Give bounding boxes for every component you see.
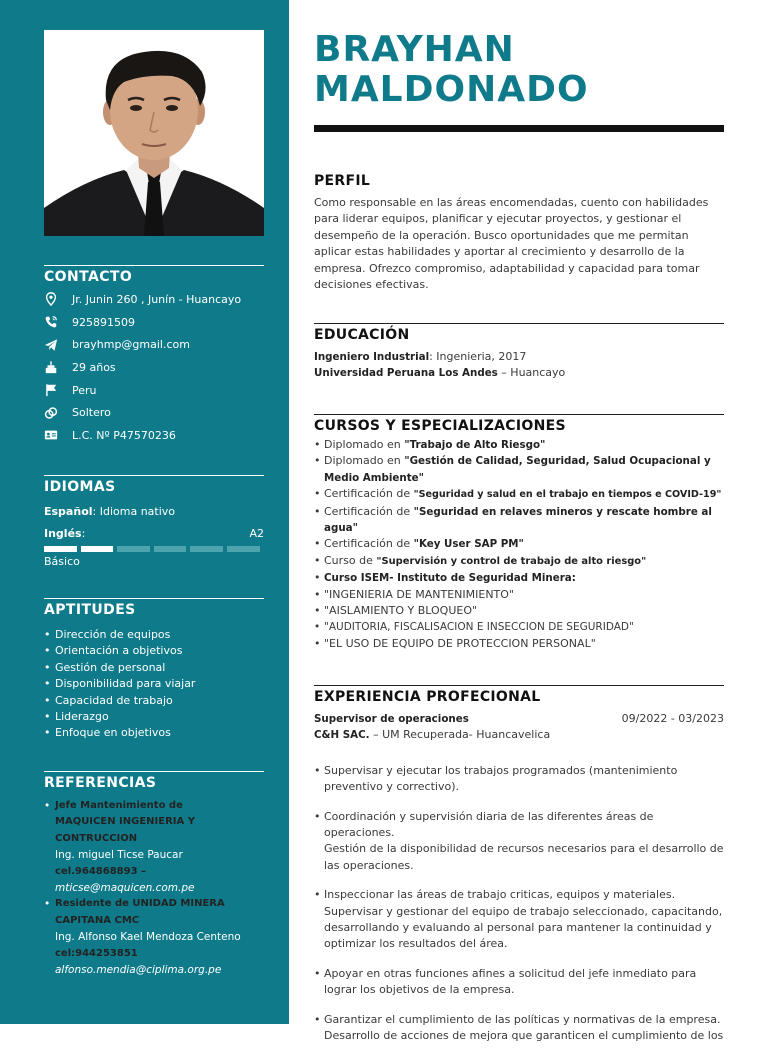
education-degree — [314, 349, 724, 365]
profile-text: Como responsable en las áreas encomendadas, cuento con habilidades para liderar equipos, planificar y ejecutar proyectos, y gestionar el desempeño de la operación. Busco oportunidades que me permitan aplicar estas habilidades y aportar al crecimiento y desarrollo de la empresa. Ofrezco compromiso, adaptabilidad y capacidad para tomar decisiones efectivas. — [314, 196, 709, 292]
course-name: Curso ISEM- Instituto de Seguridad Minera: — [324, 572, 576, 585]
contact-age-text: 29 años — [72, 360, 116, 374]
divider — [44, 771, 264, 772]
course-name: "Seguridad y salud en el trabajo en tiempos e COVID-19" — [413, 489, 722, 501]
references-list — [44, 798, 241, 978]
job-dates: 09/2022 - 03/2023 — [621, 712, 724, 725]
courses-title: CURSOS Y ESPECIALIZACIONES — [314, 418, 566, 434]
language-spanish — [44, 504, 264, 520]
list-item: • Enfoque en objetivos — [44, 725, 264, 741]
reference-name: Ing. miguel Ticse Paucar — [55, 849, 183, 862]
name-underline — [314, 125, 724, 132]
skills-title: APTITUDES — [44, 602, 136, 618]
course-prefix: Certificación de — [324, 504, 414, 518]
english-level-text: Básico — [44, 555, 80, 568]
contact-age — [44, 356, 264, 379]
profile-section — [314, 170, 724, 293]
list-item: • Garantizar el cumplimiento de las políticas y normativas de la empresa. Desarrollo de acciones de mejora que garanticen el cumplimiento de los — [314, 1012, 724, 1045]
course-prefix: Certificación de — [324, 537, 414, 551]
contact-country — [44, 379, 264, 402]
company-detail: – UM Recuperada- Huancavelica — [369, 728, 551, 742]
contact-section — [44, 265, 264, 447]
list-item: • Apoyar en otras funciones afines a solicitud del jefe inmediato para lograr los objetivos de la empresa. — [314, 966, 724, 999]
contact-license — [44, 424, 264, 447]
divider — [44, 265, 264, 266]
level-segment — [81, 546, 114, 552]
job-company — [314, 727, 724, 743]
list-item — [314, 437, 724, 453]
course-name: "Key User SAP PM" — [413, 538, 524, 551]
list-item: • Supervisar y ejecutar los trabajos programados (mantenimiento preventivo y correctivo). — [314, 763, 724, 796]
contact-phone-text: 925891509 — [72, 315, 135, 329]
contact-status-text: Soltero — [72, 406, 111, 420]
list-item: • Liderazgo — [44, 709, 264, 725]
divider — [314, 685, 724, 686]
divider — [314, 323, 724, 324]
contact-status — [44, 401, 264, 424]
list-item — [314, 553, 724, 570]
name-line-1: BRAYHAN — [314, 29, 515, 70]
reference-role: • Jefe Mantenimiento de MAQUICEN INGENIERIA Y CONTRUCCION — [55, 800, 195, 844]
education-title: EDUCACIÓN — [314, 327, 410, 343]
reference-phone: cel:944253851 — [55, 947, 138, 959]
divider — [314, 414, 724, 415]
job-header — [314, 711, 724, 727]
name-line-2: MALDONADO — [314, 69, 589, 110]
list-item: • Orientación a objetivos — [44, 643, 264, 659]
english-level-bar — [44, 546, 264, 552]
list-item: • Disponibilidad para viajar — [44, 676, 264, 692]
english-colon: : — [81, 527, 86, 540]
contact-license-text: L.C. Nº P47570236 — [72, 428, 176, 442]
spanish-level: : Idioma nativo — [92, 505, 176, 518]
course-prefix: Certificación de — [324, 487, 414, 501]
course-name: "Trabajo de Alto Riesgo" — [404, 439, 546, 451]
list-item — [314, 486, 724, 503]
age-icon — [44, 360, 72, 374]
education-school — [314, 365, 724, 381]
degree-detail: : Ingenieria, 2017 — [429, 350, 527, 363]
list-item: • "AUDITORIA, FISCALISACION E INSECCION DE SEGURIDAD" — [314, 619, 724, 635]
course-prefix: Diplomado en — [324, 454, 405, 468]
english-label: Inglés — [44, 527, 82, 540]
contact-title: CONTACTO — [44, 269, 133, 285]
company-name: C&H SAC. — [314, 729, 370, 742]
language-english — [44, 526, 264, 542]
list-item — [314, 570, 724, 586]
id-card-icon — [44, 428, 72, 442]
course-prefix: Curso de — [324, 553, 377, 567]
experience-title: EXPERIENCIA PROFECIONAL — [314, 689, 541, 705]
level-segment — [154, 546, 187, 552]
languages-section — [44, 475, 264, 570]
references-title: REFERENCIAS — [44, 775, 157, 791]
list-item — [314, 453, 724, 486]
list-item: • Coordinación y supervisión diaria de las diferentes áreas de operaciones. Gestión de la disponibilidad de recursos necesarios para el desarrollo de las operaciones. — [314, 809, 724, 875]
sidebar — [0, 0, 289, 1024]
list-item: • "EL USO DE EQUIPO DE PROTECCION PERSONAL" — [314, 636, 724, 652]
school-label: Universidad Peruana Los Andes — [314, 367, 498, 380]
divider — [44, 598, 264, 599]
list-item: • Inspeccionar las áreas de trabajo criticas, equipos y materiales. Supervisar y gestionar del equipo de trabajo seleccionado, capacitando, desarrollando y evaluando al personal para mantener la continuidad y optimizar los resultados del área. — [314, 887, 724, 953]
job-title: Supervisor de operaciones — [314, 713, 469, 725]
skills-list — [44, 627, 264, 742]
list-item: • Capacidad de trabajo — [44, 693, 264, 709]
reference-email[interactable]: mticse@maquicen.com.pe — [55, 882, 195, 895]
level-segment — [117, 546, 150, 552]
contact-address — [44, 288, 264, 311]
course-name: "Supervisión y control de trabajo de alto riesgo" — [376, 555, 647, 567]
courses-list — [314, 437, 724, 652]
course-prefix: Diplomado en — [324, 438, 405, 451]
list-item: • Dirección de equipos — [44, 627, 264, 643]
skills-section — [44, 598, 264, 742]
list-item — [314, 504, 724, 537]
list-item: • Gestión de personal — [44, 660, 264, 676]
level-segment — [190, 546, 223, 552]
contact-country-text: Peru — [72, 383, 97, 397]
duties-list — [314, 750, 724, 1058]
profile-photo — [44, 30, 264, 236]
spanish-label: Español — [44, 505, 93, 518]
reference-phone: cel.964868893 – — [55, 865, 147, 877]
contact-email — [44, 333, 264, 356]
degree-label: Ingeniero Industrial — [314, 351, 430, 363]
rings-icon — [44, 406, 72, 420]
reference-item — [44, 798, 234, 896]
paper-plane-icon — [44, 338, 72, 352]
course-name: "Gestión de Calidad, Seguridad, Salud Ocupacional y Medio Ambiente" — [324, 455, 711, 484]
list-item: • "INGENIERIA DE MANTENIMIENTO" — [314, 587, 724, 603]
experience-section — [314, 685, 724, 1058]
flag-icon — [44, 383, 72, 397]
divider — [44, 475, 264, 476]
phone-icon — [44, 315, 72, 329]
list-item: • "AISLAMIENTO Y BLOQUEO" — [314, 603, 724, 619]
references-section — [44, 771, 264, 978]
level-segment — [44, 546, 77, 552]
education-section — [314, 323, 724, 382]
course-name: "Seguridad en relaves mineros y rescate hombre al agua" — [324, 505, 712, 535]
list-item — [314, 536, 724, 552]
school-detail: – Huancayo — [497, 366, 566, 380]
english-code: A2 — [249, 527, 264, 540]
courses-section — [314, 414, 724, 652]
reference-role: • Residente de UNIDAD MINERA CAPITANA CMC — [55, 898, 225, 926]
level-segment — [227, 546, 260, 552]
location-pin-icon — [44, 292, 72, 306]
contact-address-text: Jr. Junin 260 , Junín - Huancayo — [72, 292, 242, 306]
languages-title: IDIOMAS — [44, 479, 116, 495]
reference-name: Ing. Alfonso Kael Mendoza Centeno — [55, 931, 241, 944]
reference-email[interactable]: alfonso.mendia@ciplima.org.pe — [55, 964, 222, 977]
reference-item — [44, 896, 241, 978]
contact-email-text: brayhmp@gmail.com — [72, 338, 190, 352]
candidate-name — [314, 30, 734, 110]
contact-phone — [44, 311, 264, 334]
profile-title: PERFIL — [314, 173, 371, 189]
